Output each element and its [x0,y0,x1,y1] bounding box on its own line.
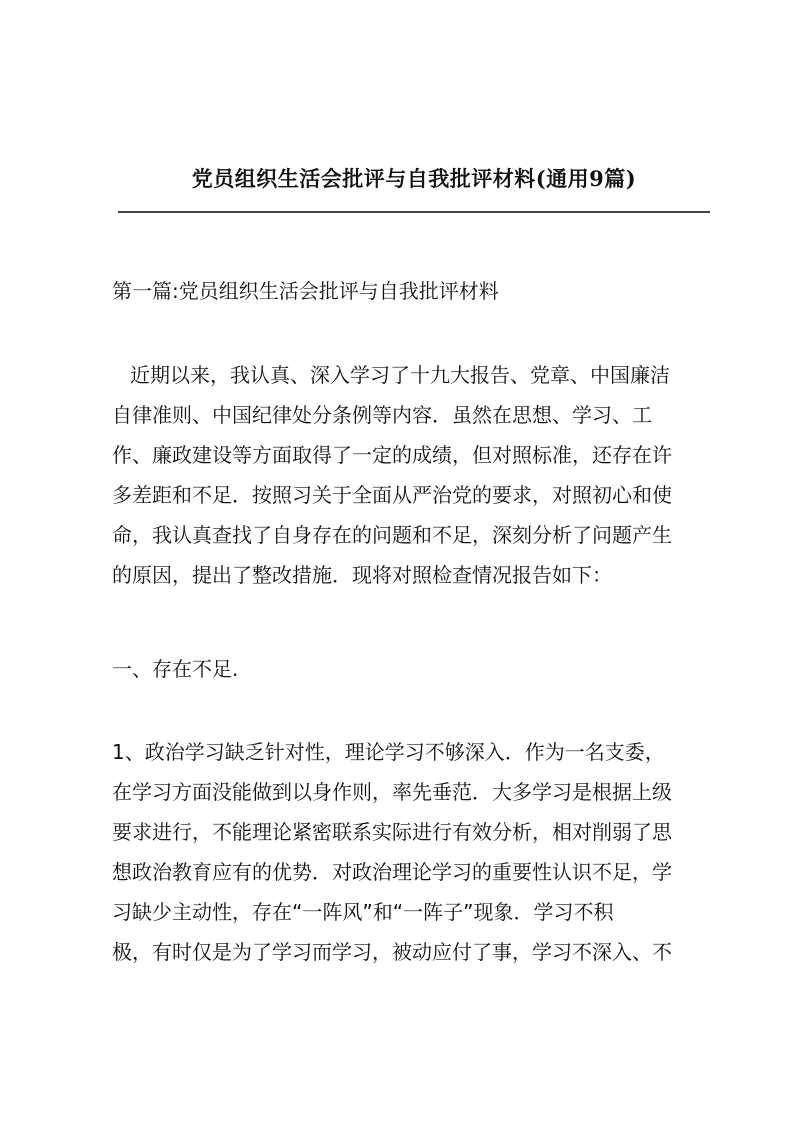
subheading-text: 一、存在不足. [112,657,239,681]
intro-line: 作、廉政建设等方面取得了一定的成绩，但对照标准，还存在许 [112,443,672,467]
point-1-line: 极，有时仅是为了学习而学习，被动应付了事，学习不深入、不 [112,940,672,964]
intro-line: 自律准则、中国纪律处分条例等内容．虽然在思想、学习、工 [112,403,652,427]
intro-line: 的原因，提出了整改措施．现将对照检查情况报告如下： [112,563,612,587]
point-1-line: 习缺少主动性，存在“一阵风”和“一阵子”现象．学习不积 [112,900,614,924]
document-title: 党员组织生活会批评与自我批评材料(通用9篇) [191,166,637,191]
point-1-line: 想政治教育应有的优势．对政治理论学习的重要性认识不足，学 [112,860,672,884]
intro-line: 近期以来，我认真、深入学习了十九大报告、党章、中国廉洁 [130,363,670,387]
title-divider [118,211,710,213]
point-1-paragraph [112,732,712,972]
point-1-line: 要求进行，不能理论紧密联系实际进行有效分析，相对削弱了思 [112,820,672,844]
intro-line: 命，我认真查找了自身存在的问题和不足，深刻分析了问题产生 [112,523,672,547]
section-heading-text: 第一篇:党员组织生活会批评与自我批评材料 [112,279,499,303]
section-heading [112,271,712,311]
point-1-line: 1、政治学习缺乏针对性，理论学习不够深入．作为一名支委， [112,740,665,764]
subheading [112,649,712,689]
intro-paragraph [112,355,712,595]
intro-line: 多差距和不足．按照习关于全面从严治党的要求，对照初心和使 [112,483,672,507]
point-1-line: 在学习方面没能做到以身作则，率先垂范．大多学习是根据上级 [112,780,672,804]
